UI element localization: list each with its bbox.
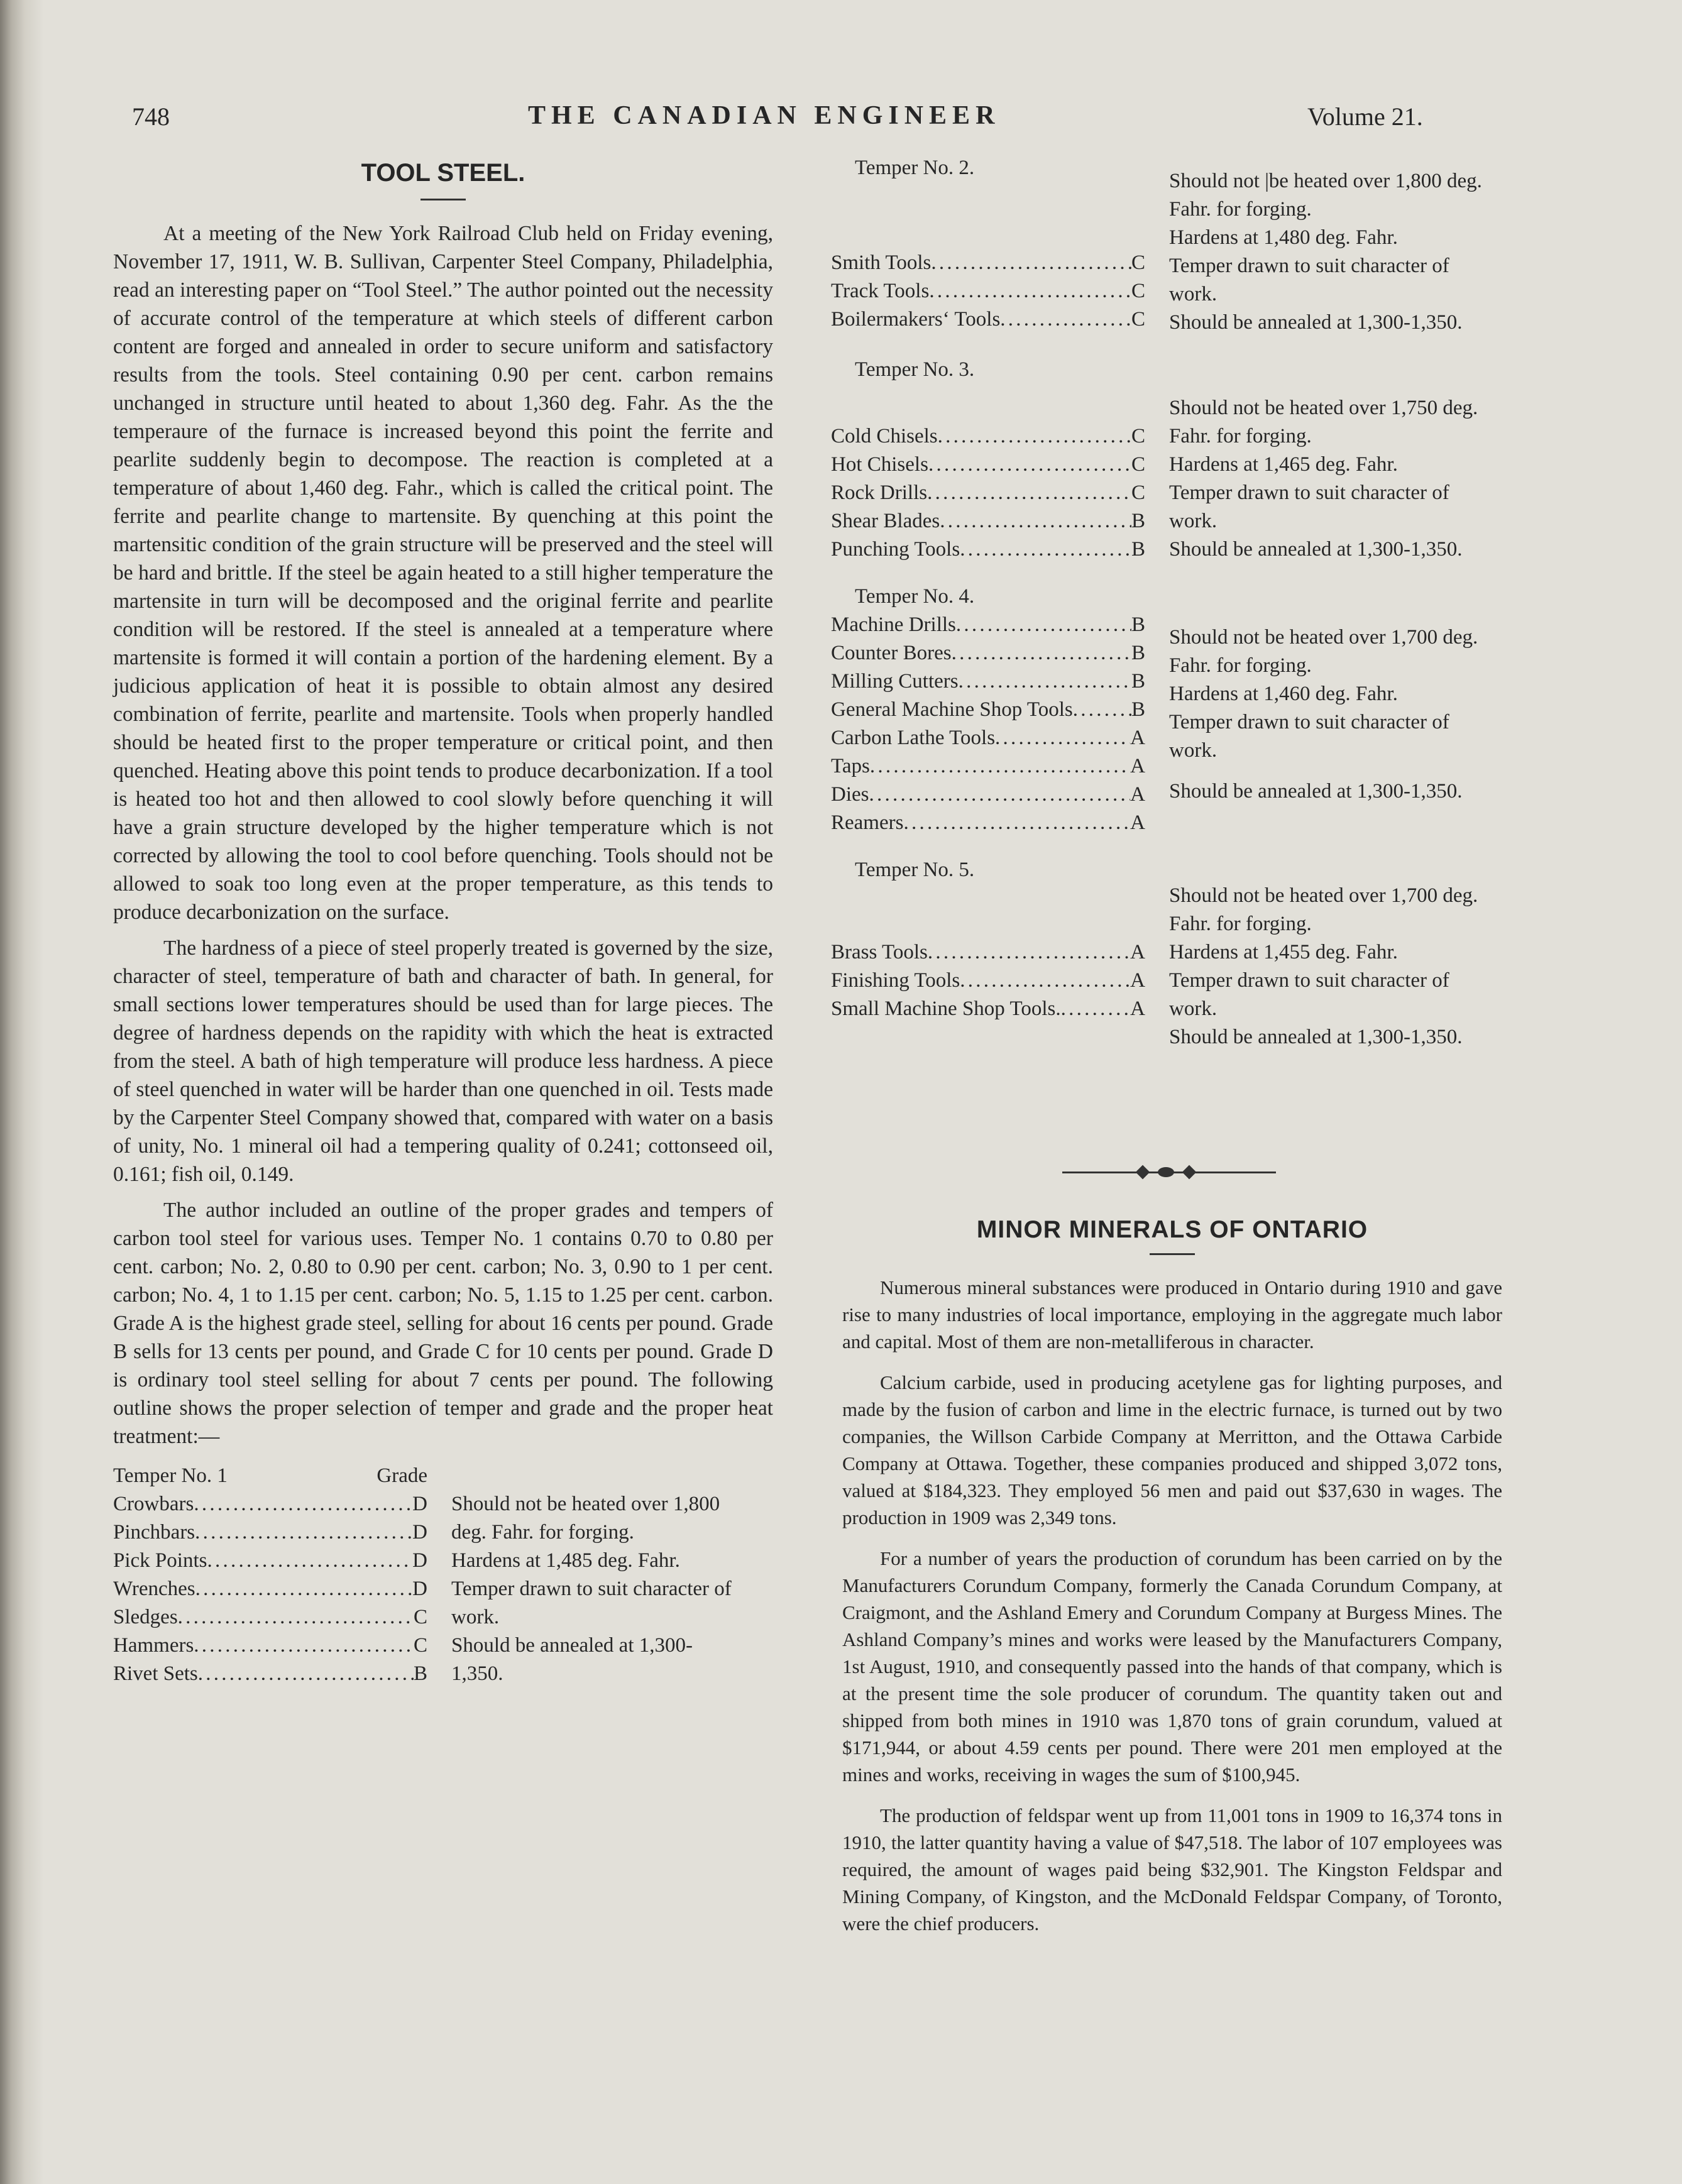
tool-row [831,724,1145,752]
tool-grade: C [1131,308,1145,331]
treatment-note: Hardens at 1,455 deg. Fahr. [1169,941,1398,963]
treatment-note: Should be annealed at 1,300-1,350. [1169,780,1463,803]
tool-row [831,752,1145,781]
treatment-note: Should be annealed at 1,300-1,350. [1169,1026,1463,1048]
temper-heading: Temper No. 1 [113,1464,228,1487]
tool-name: Pick Points [113,1549,207,1572]
treatment-note: Hardens at 1,480 deg. Fahr. [1169,226,1398,249]
tool-row [831,938,1145,967]
article-paragraph: For a number of years the production of corundum has been carried on by the Manufacturers Corundum Company, formerly the Canada Corundum Company, at Craigmont, and the Ashland Emery and Corundum Company at Burgess Mines. The Ashland Company’s mines and works were leased by the Manufacturers Company, 1st August, 1910, and consequently passed into the hands of that company, which is at the present time the sole producer of corundum. The quantity taken out and shipped from both mines in 1910 was 1,870 tons of grain corundum, valued at $171,944, or about 4.59 cents per pound. There were 201 men employed at the mines and works, receiving in wages the sum of $100,945. [842,1547,1502,1786]
ornament-divider [1062,1166,1276,1178]
treatment-note: Should not be heated over 1,700 deg. Fahr. for forging. [1169,884,1478,935]
temper-3-block [831,356,1500,564]
volume-label: Volume 21. [1307,102,1423,131]
article-paragraph: The production of feldspar went up from 11,001 tons in 1909 to 16,374 tons in 1910, the latter quantity having a value of $47,518. The labor of 107 employees was required, the amount of wages paid being $32,901. The Kingston Feldspar and Mining Company, of Kingston, and the McDonald Feldspar Company, of Toronto, were the chief producers. [842,1804,1502,1934]
article-paragraph: At a meeting of the New York Railroad Club held on Friday evening, November 17, 1911, W. B. Sullivan, Carpenter Steel Company, Philadelphia, read an interesting paper on “Tool Steel.” The author pointed out the necessity of accurate control of the temperature at which steels of different carbon content are forged and annealed in order to secure uniform and satisfactory results from the tools. Steel containing 0.90 per cent. carbon remains unchanged in structure until heated to about 1,360 deg. Fahr. As the the temperaure of the furnace is increased beyond this point the ferrite and pearlite suddenly begin to decompose. The reaction is completed at a temperature of about 1,460 deg. Fahr., which is called the critical point. The ferrite and pearlite change to martensite. By quenching at this point the martensitic condition of the grain structure will be preserved and the steel will be hard and brittle. If the steel be again heated to a still higher temperature the martensite in turn will be decomposed and the original ferrite and pearlite condition will be restored. If the steel is annealed at a temperature where martensite is formed it will contain a portion of the hardening element. By a judicious application of heat it is possible to obtain almost any desired combination of ferrite, pearlite and martensite. Tools when properly handled should be heated first to the proper temperature or critical point, and then quenched. Heating above this point tends to produce decarbonization. If a tool is heated too hot and then allowed to cool slowly before quenching it will have a grain structure developed by the higher temperature which is not corrected by allowing the tool to cool before quenching. Tools should not be allowed to soak too long even at the proper temperature, as this tends to produce decarbonization on the surface. [113,222,773,924]
tool-name: Boilermakers‘ Tools [831,308,1001,331]
tool-name: Machine Drills [831,613,956,636]
tool-grade: B [1131,698,1145,721]
tool-grade: A [1130,783,1145,806]
treatment-note: Should not |be heated over 1,800 deg. Fahr. for forging. [1169,170,1482,221]
section-ornament [1062,1166,1276,1178]
tool-name: Smith Tools [831,251,932,274]
tool-name: Crowbars [113,1493,194,1515]
tool-name: Sledges [113,1606,178,1628]
tool-steel-article [113,154,773,1688]
title-rule [1150,1253,1195,1255]
tool-name: Track Tools [831,280,930,302]
tool-grade: D [412,1493,427,1515]
tool-grade: B [1131,670,1145,693]
tool-grade: B [1131,613,1145,636]
tool-name: Rock Drills [831,481,928,504]
tool-grade: C [1131,425,1145,447]
tool-row [831,422,1145,451]
temper-tables [831,154,1500,1070]
tool-grade: A [1130,969,1145,992]
tool-row [831,696,1145,724]
tool-grade: C [413,1606,427,1628]
tool-name: Finishing Tools [831,969,960,992]
tool-row [831,479,1145,507]
treatment-note: Should not be heated over 1,700 deg. Fahr. for forging. [1169,626,1478,677]
treatment-note: Hardens at 1,460 deg. Fahr. [1169,683,1398,705]
treatment-note: Should not be heated over 1,750 deg. Fahr. for forging. [1169,397,1478,447]
tool-name: Hammers [113,1634,194,1657]
tool-name: Wrenches [113,1578,195,1600]
tool-row [831,451,1145,479]
tool-row [831,277,1145,305]
tool-row [831,305,1145,334]
tool-name: Pinchbars [113,1521,195,1544]
tool-grade: D [412,1578,427,1600]
tool-name: Milling Cutters [831,670,959,693]
tool-name: Brass Tools [831,941,928,963]
tool-name: Shear Blades [831,510,940,532]
journal-title: THE CANADIAN ENGINEER [528,101,1001,130]
temper-4-block [831,583,1500,837]
title-rule [420,199,466,200]
tool-row [113,1632,427,1660]
tool-row [831,639,1145,667]
treatment-note: Hardens at 1,465 deg. Fahr. [1169,453,1398,476]
tool-name: Rivet Sets [113,1662,198,1685]
tool-row [831,781,1145,809]
article-paragraph: Calcium carbide, used in producing acetylene gas for lighting purposes, and made by the fusion of carbon and lime in the electric furnace, is turned out by two companies, the Willson Carbide Company at Merritton, and the Ottawa Carbide Company at Ottawa. Together, these companies produced and shipped 3,072 tons, valued at $184,323. They employed 56 men and paid out $37,630 in wages. The production in 1909 was 2,349 tons. [842,1371,1502,1528]
tool-name: Reamers [831,811,904,834]
treatment-note: Temper drawn to suit character of work. [451,1578,732,1628]
treatment-note: Temper drawn to suit character of work. [1169,711,1449,762]
tool-name: Carbon Lathe Tools [831,727,996,749]
tool-grade: A [1130,941,1145,963]
page-number: 748 [132,102,170,131]
temper-heading: Temper No. 3. [855,358,975,381]
tool-grade: A [1130,997,1145,1020]
tool-grade: B [1131,538,1145,561]
treatment-note: Should not be heated over 1,800 deg. Fahr. for forging. [451,1493,720,1544]
temper-5-block [831,856,1500,1051]
temper-2-notes [1145,167,1496,337]
treatment-note: Temper drawn to suit character of work. [1169,481,1449,532]
temper-2-tools [831,192,1145,334]
tool-grade: C [1131,251,1145,274]
tool-row [113,1490,427,1518]
tool-grade: D [412,1521,427,1544]
treatment-note: Should be annealed at 1,300-1,350. [1169,311,1463,334]
page-header [0,96,1682,133]
article-paragraph: Numerous mineral substances were produced in Ontario during 1910 and gave rise to many industries of local importance, employing in the aggregate much labor and capital. Most of them are non-metalliferous in character. [842,1276,1502,1353]
temper-heading: Temper No. 2. [855,156,975,179]
tool-grade: A [1130,755,1145,777]
tool-grade: B [1131,510,1145,532]
temper-3-notes [1145,394,1496,564]
tool-name: General Machine Shop Tools [831,698,1073,721]
tool-row [831,507,1145,535]
tool-name: Small Machine Shop Tools. [831,997,1061,1020]
tool-row [113,1575,427,1603]
article-title: MINOR MINERALS OF ONTARIO [976,1216,1368,1243]
article-paragraph: The author included an outline of the proper grades and tempers of carbon tool steel for various uses. Temper No. 1 contains 0.70 to 0.80 per cent. carbon; No. 2, 0.80 to 0.90 per cent. carbon; No. 3, 0.90 to 1 per cent. carbon; No. 4, 1 to 1.15 per cent. carbon; No. 5, 1.15 to 1.25 per cent. carbon. Grade A is the highest grade steel, selling for about 16 cents per pound. Grade B sells for 13 cents per pound, and Grade C for 10 cents per pound. Grade D is ordinary tool steel selling for about 7 cents per pound. The following outline shows the proper selection of temper and grade and the proper heat treatment:— [113,1199,773,1448]
tool-grade: C [1131,481,1145,504]
temper-5-notes [1145,882,1496,1051]
tool-row [113,1660,427,1688]
temper-1-heading-row [113,1462,427,1490]
tool-row [113,1518,427,1547]
page-binding-shadow [0,0,44,2184]
tool-row [831,249,1145,277]
temper-4-tools [831,611,1145,837]
temper-1-tools [113,1490,427,1688]
tool-row [831,611,1145,639]
tool-grade: B [1131,642,1145,664]
treatment-note: Temper drawn to suit character of work. [1169,969,1449,1020]
tool-grade: B [413,1662,427,1685]
tool-name: Hot Chisels [831,453,928,476]
temper-4-notes [1145,611,1496,806]
treatment-note: Should be annealed at 1,300-1,350. [451,1634,693,1685]
temper-2-block [831,154,1500,337]
tool-grade: A [1130,811,1145,834]
tool-name: Taps [831,755,870,777]
treatment-note: Temper drawn to suit character of work. [1169,255,1449,305]
grade-heading: Grade [377,1464,427,1487]
temper-heading: Temper No. 5. [855,859,975,881]
temper-heading: Temper No. 4. [855,585,975,608]
tool-grade: C [413,1634,427,1657]
tool-row [113,1547,427,1575]
temper-1-table [113,1462,773,1688]
temper-5-tools [831,894,1145,1023]
article-paragraph: The hardness of a piece of steel properly treated is governed by the size, character of steel, temperature of bath and character of bath. In general, for small sections lower temperatures should be used than for large pieces. The degree of hardness depends on the rapidity with which the heat is extracted from the steel. A bath of high temperature will produce less hardness. A piece of steel quenched in water will be harder than one quenched in oil. Tests made by the Carpenter Steel Company showed that, compared with water on a basis of unity, No. 1 mineral oil had a tempering quality of 0.241; cottonseed oil, 0.161; fish oil, 0.149. [113,936,773,1186]
tool-row [831,995,1145,1023]
tool-row [831,809,1145,837]
tool-row [831,667,1145,696]
tool-name: Dies [831,783,869,806]
tool-grade: C [1131,280,1145,302]
tool-row [831,535,1145,564]
tool-grade: D [412,1549,427,1572]
tool-row [831,967,1145,995]
minerals-article [842,1216,1502,1951]
tool-name: Cold Chisels [831,425,938,447]
treatment-note: Should be annealed at 1,300-1,350. [1169,538,1463,561]
temper-3-tools [831,394,1145,564]
tool-name: Punching Tools [831,538,960,561]
tool-grade: A [1130,727,1145,749]
tool-grade: C [1131,453,1145,476]
tool-name: Counter Bores [831,642,952,664]
tool-row [113,1603,427,1632]
article-title: TOOL STEEL. [361,159,525,187]
temper-1-notes [427,1490,740,1688]
treatment-note: Hardens at 1,485 deg. Fahr. [451,1549,680,1572]
